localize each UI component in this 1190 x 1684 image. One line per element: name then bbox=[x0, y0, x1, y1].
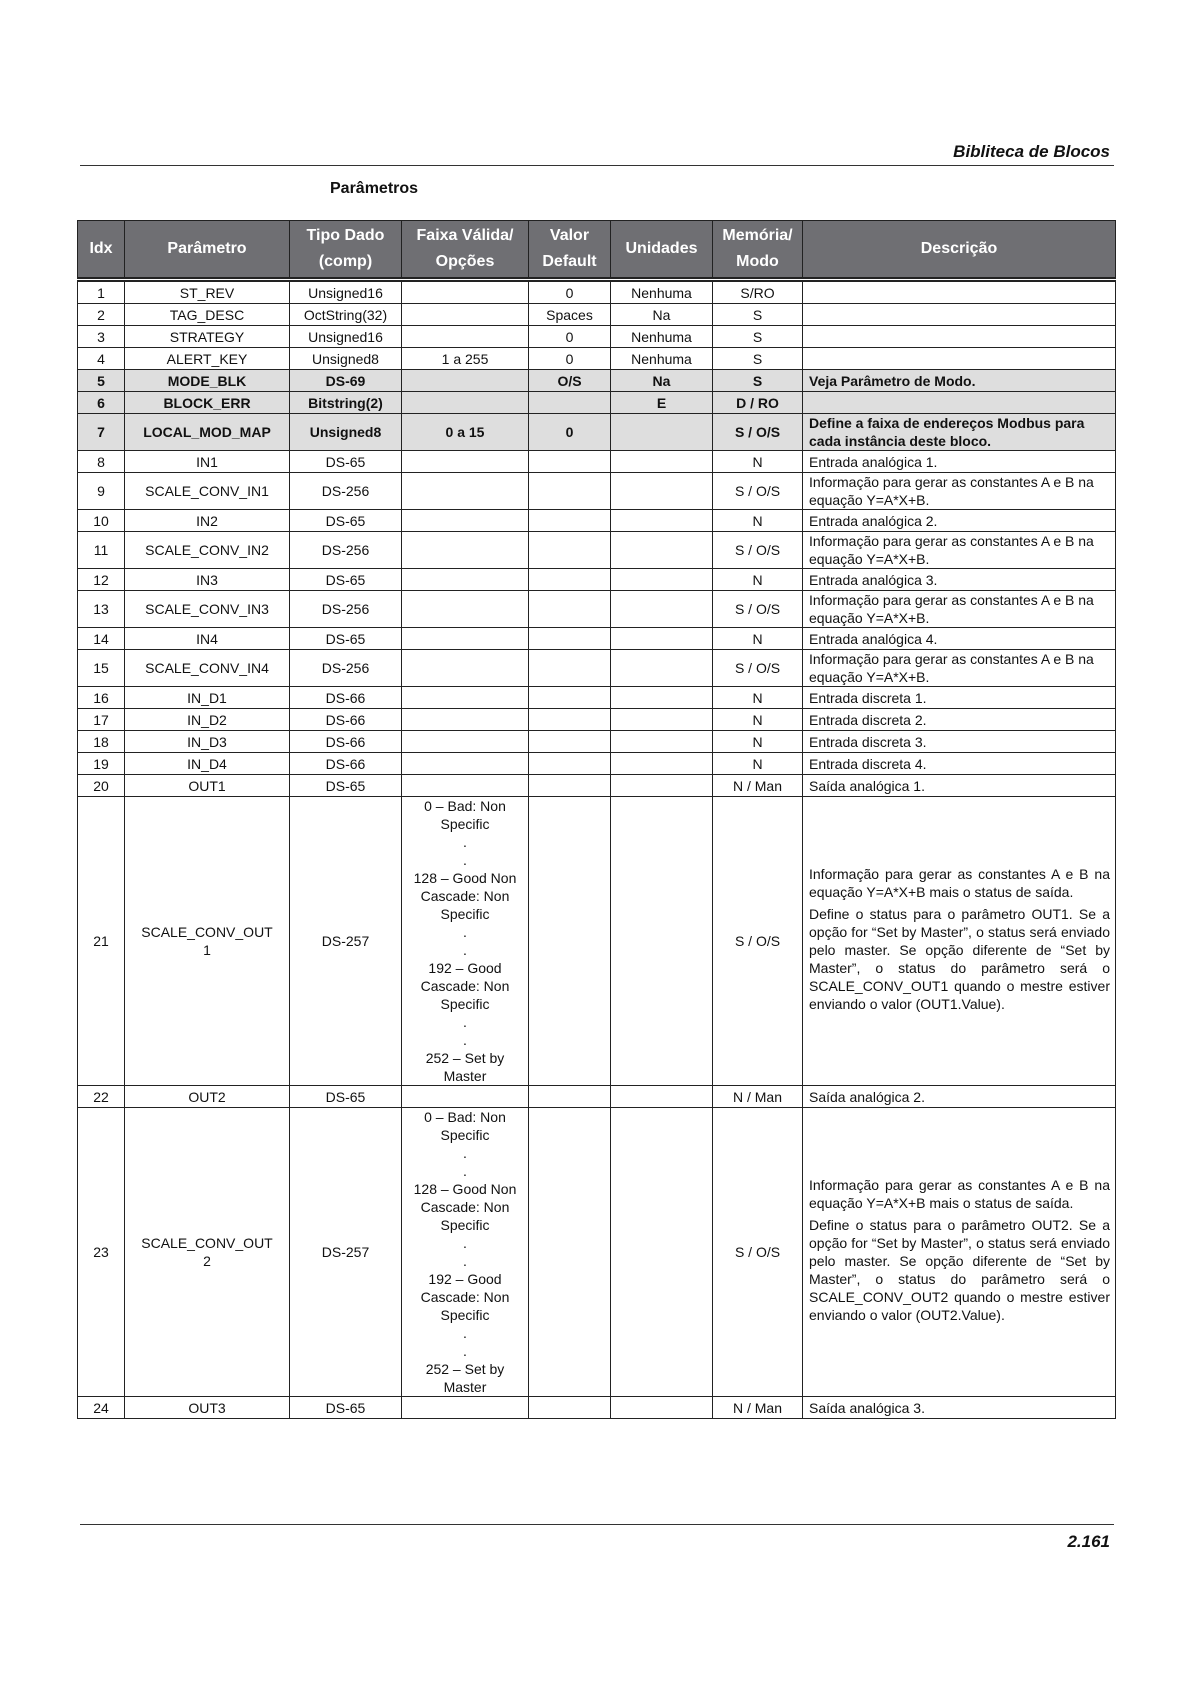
default-cell bbox=[529, 473, 611, 510]
range-cell bbox=[402, 753, 529, 775]
data-type-cell: DS-65 bbox=[290, 451, 402, 473]
units-cell bbox=[611, 628, 713, 650]
data-type-cell: DS-256 bbox=[290, 591, 402, 628]
column-header-descricao: Descrição bbox=[803, 221, 1116, 280]
idx-cell: 13 bbox=[78, 591, 125, 628]
range-cell bbox=[402, 569, 529, 591]
description-cell: Entrada analógica 1. bbox=[803, 451, 1116, 473]
units-cell bbox=[611, 414, 713, 451]
units-cell: Nenhuma bbox=[611, 326, 713, 348]
mode-cell: S bbox=[713, 348, 803, 370]
range-cell bbox=[402, 532, 529, 569]
units-cell: Na bbox=[611, 370, 713, 392]
description-paragraph: Informação para gerar as constantes A e B na equação Y=A*X+B mais o status de saída. bbox=[809, 1177, 1110, 1211]
parameter-cell: LOCAL_MOD_MAP bbox=[125, 414, 290, 451]
mode-cell: N bbox=[713, 731, 803, 753]
table-row bbox=[78, 304, 1116, 326]
parameter-cell: IN4 bbox=[125, 628, 290, 650]
description-paragraph: Define o status para o parâmetro OUT1. Se a opção for “Set by Master”, o status será enviado pelo master. Se opção diferente de “Set by Master”, o status do parâmetro será o SCALE_CONV_OUT1 quando o mestre estiver enviando o valor (OUT1.Value). bbox=[809, 906, 1110, 1012]
default-cell bbox=[529, 797, 611, 1086]
units-cell: Na bbox=[611, 304, 713, 326]
default-cell: Spaces bbox=[529, 304, 611, 326]
data-type-cell: DS-65 bbox=[290, 1086, 402, 1108]
units-cell bbox=[611, 687, 713, 709]
range-cell bbox=[402, 326, 529, 348]
idx-cell: 7 bbox=[78, 414, 125, 451]
default-cell bbox=[529, 591, 611, 628]
idx-cell: 5 bbox=[78, 370, 125, 392]
description-cell: Saída analógica 3. bbox=[803, 1397, 1116, 1419]
data-type-cell: Unsigned16 bbox=[290, 326, 402, 348]
data-type-cell: DS-69 bbox=[290, 370, 402, 392]
parameter-cell: IN3 bbox=[125, 569, 290, 591]
units-cell bbox=[611, 1086, 713, 1108]
data-type-cell: DS-65 bbox=[290, 510, 402, 532]
range-cell bbox=[402, 591, 529, 628]
idx-cell: 12 bbox=[78, 569, 125, 591]
mode-cell: S bbox=[713, 326, 803, 348]
parameter-cell: IN_D4 bbox=[125, 753, 290, 775]
description-cell bbox=[803, 1108, 1116, 1397]
idx-cell: 17 bbox=[78, 709, 125, 731]
range-cell: 0 – Bad: Non Specific . . 128 – Good Non Cascade: Non Specific . . 192 – Good Cascade: Non Specific . . 252 – Set by Master bbox=[402, 797, 529, 1086]
default-cell bbox=[529, 709, 611, 731]
range-cell: 0 – Bad: Non Specific . . 128 – Good Non Cascade: Non Specific . . 192 – Good Cascade: Non Specific . . 252 – Set by Master bbox=[402, 1108, 529, 1397]
data-type-cell: Unsigned8 bbox=[290, 414, 402, 451]
idx-cell: 21 bbox=[78, 797, 125, 1086]
table-row bbox=[78, 753, 1116, 775]
data-type-cell: DS-65 bbox=[290, 775, 402, 797]
description-cell: Informação para gerar as constantes A e B na equação Y=A*X+B. bbox=[803, 650, 1116, 687]
parameter-cell: SCALE_CONV_IN4 bbox=[125, 650, 290, 687]
default-cell bbox=[529, 1397, 611, 1419]
table-row bbox=[78, 1108, 1116, 1397]
description-cell: Entrada discreta 2. bbox=[803, 709, 1116, 731]
mode-cell: S / O/S bbox=[713, 797, 803, 1086]
mode-cell: S / O/S bbox=[713, 1108, 803, 1397]
units-cell: Nenhuma bbox=[611, 348, 713, 370]
table-row bbox=[78, 280, 1116, 304]
description-cell bbox=[803, 797, 1116, 1086]
table-row bbox=[78, 326, 1116, 348]
mode-cell: N bbox=[713, 628, 803, 650]
table-row bbox=[78, 1397, 1116, 1419]
table-row bbox=[78, 628, 1116, 650]
parameter-cell: OUT2 bbox=[125, 1086, 290, 1108]
table-row bbox=[78, 650, 1116, 687]
range-cell bbox=[402, 280, 529, 304]
range-cell bbox=[402, 1086, 529, 1108]
range-cell bbox=[402, 1397, 529, 1419]
description-cell: Informação para gerar as constantes A e B na equação Y=A*X+B. bbox=[803, 473, 1116, 510]
units-cell bbox=[611, 797, 713, 1086]
mode-cell: S / O/S bbox=[713, 473, 803, 510]
idx-cell: 14 bbox=[78, 628, 125, 650]
units-cell bbox=[611, 451, 713, 473]
table-row bbox=[78, 392, 1116, 414]
default-cell: 0 bbox=[529, 326, 611, 348]
range-cell bbox=[402, 451, 529, 473]
default-cell bbox=[529, 569, 611, 591]
description-cell: Saída analógica 2. bbox=[803, 1086, 1116, 1108]
range-cell bbox=[402, 304, 529, 326]
table-row bbox=[78, 591, 1116, 628]
table-body bbox=[78, 280, 1116, 1419]
section-title: Parâmetros bbox=[330, 180, 419, 197]
range-cell bbox=[402, 510, 529, 532]
units-cell: Nenhuma bbox=[611, 280, 713, 304]
description-cell: Entrada analógica 4. bbox=[803, 628, 1116, 650]
idx-cell: 9 bbox=[78, 473, 125, 510]
data-type-cell: DS-66 bbox=[290, 709, 402, 731]
description-cell: Define a faixa de endereços Modbus para cada instância deste bloco. bbox=[803, 414, 1116, 451]
range-cell bbox=[402, 709, 529, 731]
units-cell bbox=[611, 473, 713, 510]
column-header-faixa-valida: Faixa Válida/ Opções bbox=[402, 221, 529, 280]
table-row bbox=[78, 451, 1116, 473]
idx-cell: 11 bbox=[78, 532, 125, 569]
footer-rule bbox=[80, 1524, 1114, 1525]
parameter-cell: SCALE_CONV_OUT 1 bbox=[125, 797, 290, 1086]
data-type-cell: Unsigned16 bbox=[290, 280, 402, 304]
data-type-cell: DS-257 bbox=[290, 797, 402, 1086]
data-type-cell: DS-65 bbox=[290, 628, 402, 650]
mode-cell: N bbox=[713, 510, 803, 532]
mode-cell: S bbox=[713, 370, 803, 392]
mode-cell: N / Man bbox=[713, 1397, 803, 1419]
default-cell: 0 bbox=[529, 348, 611, 370]
default-cell bbox=[529, 650, 611, 687]
mode-cell: N bbox=[713, 753, 803, 775]
data-type-cell: DS-66 bbox=[290, 731, 402, 753]
idx-cell: 6 bbox=[78, 392, 125, 414]
idx-cell: 16 bbox=[78, 687, 125, 709]
idx-cell: 19 bbox=[78, 753, 125, 775]
idx-cell: 23 bbox=[78, 1108, 125, 1397]
idx-cell: 2 bbox=[78, 304, 125, 326]
table-row bbox=[78, 348, 1116, 370]
mode-cell: S bbox=[713, 304, 803, 326]
mode-cell: N bbox=[713, 569, 803, 591]
table-row bbox=[78, 797, 1116, 1086]
units-cell bbox=[611, 731, 713, 753]
mode-cell: N / Man bbox=[713, 1086, 803, 1108]
data-type-cell: DS-65 bbox=[290, 1397, 402, 1419]
parameter-cell: IN1 bbox=[125, 451, 290, 473]
description-paragraph: Define o status para o parâmetro OUT2. Se a opção for “Set by Master”, o status será enviado pelo master. Se opção diferente de “Set by Master”, o status do parâmetro será o SCALE_CONV_OUT2 quando o mestre estiver enviando o valor (OUT2.Value). bbox=[809, 1217, 1110, 1323]
mode-cell: N bbox=[713, 451, 803, 473]
units-cell bbox=[611, 775, 713, 797]
column-header-tipo-dado: Tipo Dado (comp) bbox=[290, 221, 402, 280]
table-header-row bbox=[78, 221, 1116, 280]
range-cell: 1 a 255 bbox=[402, 348, 529, 370]
units-cell bbox=[611, 510, 713, 532]
table-row bbox=[78, 510, 1116, 532]
default-cell bbox=[529, 687, 611, 709]
range-cell bbox=[402, 473, 529, 510]
data-type-cell: OctString(32) bbox=[290, 304, 402, 326]
default-cell bbox=[529, 775, 611, 797]
table-row bbox=[78, 370, 1116, 392]
units-cell bbox=[611, 569, 713, 591]
default-cell bbox=[529, 532, 611, 569]
range-cell bbox=[402, 731, 529, 753]
default-cell bbox=[529, 1108, 611, 1397]
column-header-parametro: Parâmetro bbox=[125, 221, 290, 280]
data-type-cell: Bitstring(2) bbox=[290, 392, 402, 414]
table-row bbox=[78, 775, 1116, 797]
mode-cell: N bbox=[713, 687, 803, 709]
range-cell: 0 a 15 bbox=[402, 414, 529, 451]
table-row bbox=[78, 569, 1116, 591]
idx-cell: 20 bbox=[78, 775, 125, 797]
mode-cell: D / RO bbox=[713, 392, 803, 414]
mode-cell: S / O/S bbox=[713, 532, 803, 569]
parameter-cell: TAG_DESC bbox=[125, 304, 290, 326]
units-cell bbox=[611, 1397, 713, 1419]
data-type-cell: DS-257 bbox=[290, 1108, 402, 1397]
mode-cell: S / O/S bbox=[713, 650, 803, 687]
units-cell bbox=[611, 591, 713, 628]
table-row bbox=[78, 473, 1116, 510]
range-cell bbox=[402, 370, 529, 392]
description-cell: Veja Parâmetro de Modo. bbox=[803, 370, 1116, 392]
parameter-cell: OUT3 bbox=[125, 1397, 290, 1419]
units-cell bbox=[611, 532, 713, 569]
description-cell bbox=[803, 392, 1116, 414]
units-cell bbox=[611, 753, 713, 775]
table-row bbox=[78, 414, 1116, 451]
page-number: 2.161 bbox=[1067, 1532, 1110, 1551]
idx-cell: 18 bbox=[78, 731, 125, 753]
default-cell bbox=[529, 510, 611, 532]
description-cell bbox=[803, 280, 1116, 304]
parameters-table bbox=[77, 220, 1116, 1419]
mode-cell: N bbox=[713, 709, 803, 731]
idx-cell: 4 bbox=[78, 348, 125, 370]
parameter-cell: SCALE_CONV_OUT 2 bbox=[125, 1108, 290, 1397]
idx-cell: 1 bbox=[78, 280, 125, 304]
parameter-cell: IN2 bbox=[125, 510, 290, 532]
parameter-cell: IN_D1 bbox=[125, 687, 290, 709]
mode-cell: S / O/S bbox=[713, 414, 803, 451]
parameter-cell: BLOCK_ERR bbox=[125, 392, 290, 414]
description-cell: Informação para gerar as constantes A e B na equação Y=A*X+B. bbox=[803, 591, 1116, 628]
idx-cell: 15 bbox=[78, 650, 125, 687]
table-row bbox=[78, 709, 1116, 731]
range-cell bbox=[402, 650, 529, 687]
description-cell: Informação para gerar as constantes A e B na equação Y=A*X+B. bbox=[803, 532, 1116, 569]
default-cell bbox=[529, 1086, 611, 1108]
parameter-cell: ST_REV bbox=[125, 280, 290, 304]
column-header-idx: Idx bbox=[78, 221, 125, 280]
default-cell: 0 bbox=[529, 280, 611, 304]
header-rule bbox=[80, 165, 1114, 166]
mode-cell: S/RO bbox=[713, 280, 803, 304]
default-cell bbox=[529, 451, 611, 473]
parameter-cell: OUT1 bbox=[125, 775, 290, 797]
table-row bbox=[78, 731, 1116, 753]
data-type-cell: DS-256 bbox=[290, 473, 402, 510]
default-cell bbox=[529, 731, 611, 753]
data-type-cell: DS-256 bbox=[290, 532, 402, 569]
parameter-cell: SCALE_CONV_IN1 bbox=[125, 473, 290, 510]
mode-cell: S / O/S bbox=[713, 591, 803, 628]
description-cell bbox=[803, 326, 1116, 348]
range-cell bbox=[402, 392, 529, 414]
default-cell bbox=[529, 753, 611, 775]
parameter-cell: SCALE_CONV_IN3 bbox=[125, 591, 290, 628]
parameter-cell: IN_D3 bbox=[125, 731, 290, 753]
default-cell bbox=[529, 392, 611, 414]
column-header-valor-default: Valor Default bbox=[529, 221, 611, 280]
column-header-unidades: Unidades bbox=[611, 221, 713, 280]
range-cell bbox=[402, 687, 529, 709]
parameter-cell: MODE_BLK bbox=[125, 370, 290, 392]
default-cell bbox=[529, 628, 611, 650]
units-cell bbox=[611, 709, 713, 731]
idx-cell: 8 bbox=[78, 451, 125, 473]
table-row bbox=[78, 687, 1116, 709]
default-cell: 0 bbox=[529, 414, 611, 451]
range-cell bbox=[402, 775, 529, 797]
parameter-cell: SCALE_CONV_IN2 bbox=[125, 532, 290, 569]
description-cell bbox=[803, 304, 1116, 326]
table-row bbox=[78, 1086, 1116, 1108]
default-cell: O/S bbox=[529, 370, 611, 392]
idx-cell: 24 bbox=[78, 1397, 125, 1419]
idx-cell: 10 bbox=[78, 510, 125, 532]
parameter-cell: IN_D2 bbox=[125, 709, 290, 731]
data-type-cell: DS-256 bbox=[290, 650, 402, 687]
mode-cell: N / Man bbox=[713, 775, 803, 797]
idx-cell: 22 bbox=[78, 1086, 125, 1108]
description-cell: Entrada discreta 3. bbox=[803, 731, 1116, 753]
description-cell bbox=[803, 348, 1116, 370]
description-cell: Entrada discreta 1. bbox=[803, 687, 1116, 709]
data-type-cell: Unsigned8 bbox=[290, 348, 402, 370]
description-cell: Saída analógica 1. bbox=[803, 775, 1116, 797]
units-cell bbox=[611, 1108, 713, 1397]
data-type-cell: DS-65 bbox=[290, 569, 402, 591]
running-header-title: Bibliteca de Blocos bbox=[953, 142, 1110, 161]
description-cell: Entrada analógica 3. bbox=[803, 569, 1116, 591]
idx-cell: 3 bbox=[78, 326, 125, 348]
description-paragraph: Informação para gerar as constantes A e B na equação Y=A*X+B mais o status de saída. bbox=[809, 866, 1110, 900]
units-cell: E bbox=[611, 392, 713, 414]
parameter-cell: ALERT_KEY bbox=[125, 348, 290, 370]
units-cell bbox=[611, 650, 713, 687]
description-cell: Entrada analógica 2. bbox=[803, 510, 1116, 532]
column-header-memoria-modo: Memória/ Modo bbox=[713, 221, 803, 280]
parameter-cell: STRATEGY bbox=[125, 326, 290, 348]
description-cell: Entrada discreta 4. bbox=[803, 753, 1116, 775]
table-row bbox=[78, 532, 1116, 569]
data-type-cell: DS-66 bbox=[290, 753, 402, 775]
range-cell bbox=[402, 628, 529, 650]
data-type-cell: DS-66 bbox=[290, 687, 402, 709]
